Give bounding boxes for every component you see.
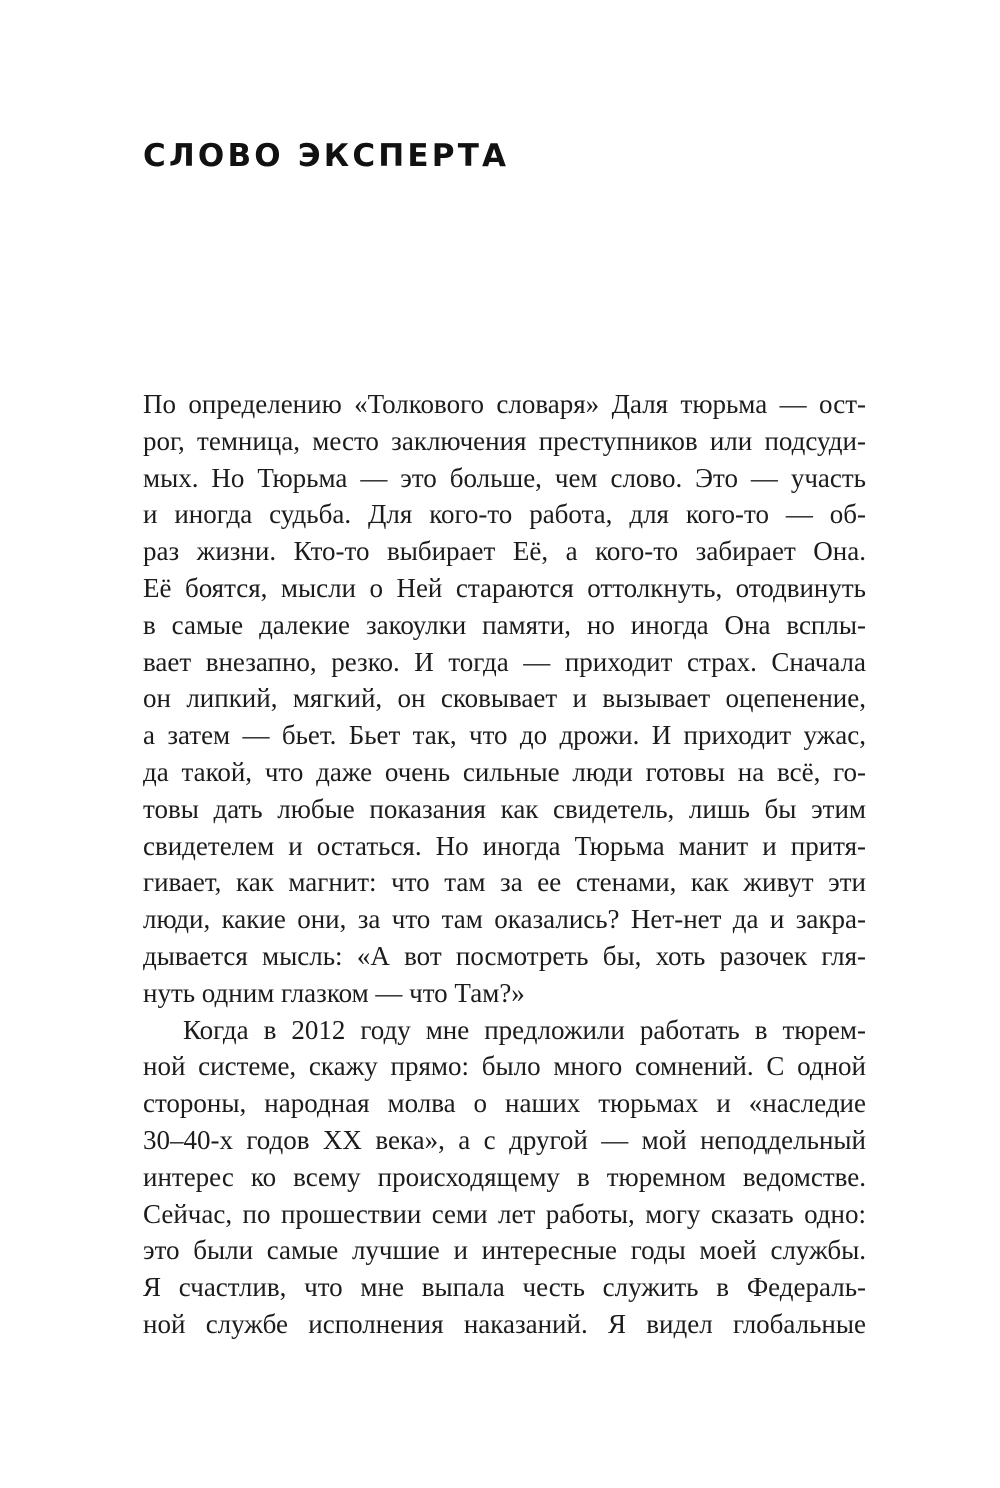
text-line: свидетелем и остаться. Но иногда Тюрьма манит и притя-: [143, 830, 866, 861]
text-line: нуть одним глазком — что Там?»: [143, 977, 525, 1008]
text-line: стороны, народная молва о наших тюрьмах и «наследие: [143, 1088, 866, 1119]
text-line: и иногда судьба. Для кого-то работа, для кого-то — об-: [143, 499, 866, 530]
text-line: 30–40-х годов XX века», а с другой — мой неподдельный: [143, 1124, 866, 1155]
text-line: в самые далекие закоулки памяти, но иногда Она всплы-: [143, 609, 866, 640]
text-line: мых. Но Тюрьма — это больше, чем слово. Это — участь: [143, 462, 866, 493]
text-line: дывается мысль: «А вот посмотреть бы, хоть разочек гля-: [143, 940, 866, 971]
text-line: а затем — бьет. Бьет так, что до дрожи. И приходит ужас,: [143, 720, 866, 751]
text-line: раз жизни. Кто-то выбирает Её, а кого-то забирает Она.: [143, 536, 866, 567]
text-line: это были самые лучшие и интересные годы моей службы.: [143, 1235, 866, 1266]
text-line: вает внезапно, резко. И тогда — приходит страх. Сначала: [143, 646, 866, 677]
text-line: он липкий, мягкий, он сковывает и вызывает оцепенение,: [143, 683, 866, 714]
text-line: гивает, как магнит: что там за ее стенами, как живут эти: [143, 867, 866, 898]
text-line: Когда в 2012 году мне предложили работать в тюрем-: [183, 1014, 866, 1045]
text-line: люди, какие они, за что там оказались? Нет-нет да и закра-: [143, 904, 866, 935]
text-line: Сейчас, по прошествии семи лет работы, могу сказать одно:: [143, 1198, 866, 1229]
chapter-title: СЛОВО ЭКСПЕРТА: [143, 138, 510, 174]
text-line: интерес ко всему происходящему в тюремном ведомстве.: [143, 1161, 866, 1192]
text-line: Её боятся, мысли о Ней стараются оттолкнуть, отодвинуть: [143, 572, 866, 603]
text-line: ной службе исполнения наказаний. Я видел глобальные: [143, 1308, 866, 1339]
text-line: рог, темница, место заключения преступников или подсуди-: [143, 425, 866, 456]
text-line: товы дать любые показания как свидетель, лишь бы этим: [143, 793, 866, 824]
text-line: По определению «Толкового словаря» Даля тюрьма — ост-: [143, 389, 866, 419]
body-text: [143, 386, 866, 1343]
text-line: да такой, что даже очень сильные люди готовы на всё, го-: [143, 756, 866, 787]
text-line: ной системе, скажу прямо: было много сомнений. С одной: [143, 1051, 866, 1082]
text-line: Я счастлив, что мне выпала честь служить в Федераль-: [143, 1272, 866, 1303]
